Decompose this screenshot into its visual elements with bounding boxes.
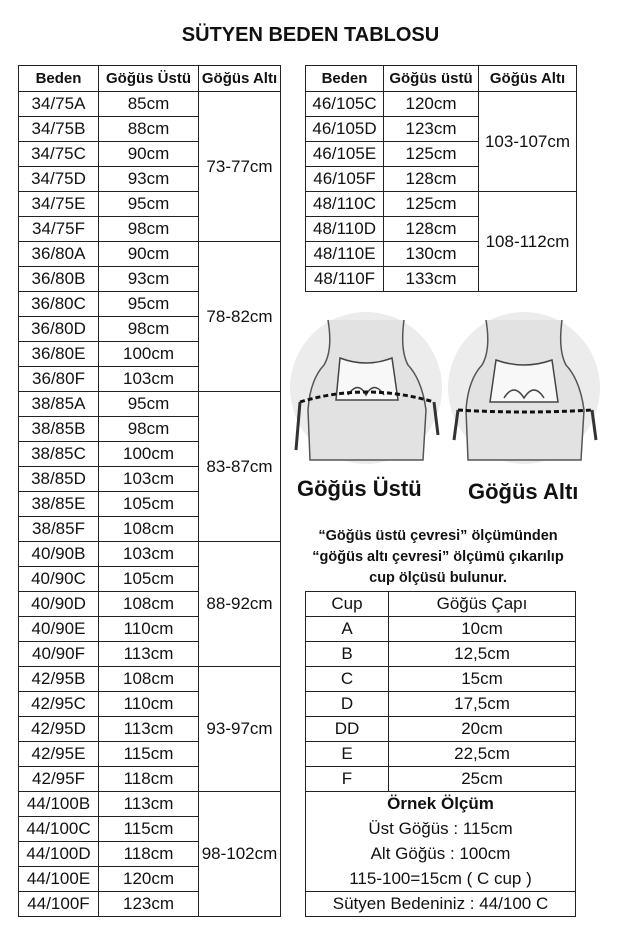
under-bust-cell: 78-82cm [199,242,281,392]
over-bust-label: Göğüs Üstü [297,476,422,501]
over-bust-cell: 118cm [99,767,199,792]
table-row [306,692,576,717]
over-bust-cell: 103cm [99,542,199,567]
cup-cell: D [306,692,389,717]
size-cell: 44/100D [19,842,99,867]
over-bust-cell: 108cm [99,517,199,542]
size-cell: 48/110C [306,192,384,217]
size-cell: 40/90E [19,617,99,642]
under-bust-cell: 103-107cm [479,92,577,192]
over-bust-cell: 108cm [99,667,199,692]
cup-cell: F [306,767,389,792]
over-bust-cell: 120cm [384,92,479,117]
header-size: Beden [19,66,99,92]
over-bust-cell: 93cm [99,167,199,192]
diameter-cell: 25cm [389,767,576,792]
size-cell: 34/75A [19,92,99,117]
over-bust-cell: 90cm [99,242,199,267]
over-bust-cell: 113cm [99,792,199,817]
over-bust-cell: 100cm [99,442,199,467]
size-cell: 46/105C [306,92,384,117]
over-bust-cell: 113cm [99,717,199,742]
note-line-2: “göğüs altı çevresi” ölçümü çıkarılıp [312,549,564,565]
under-bust-cell: 108-112cm [479,192,577,292]
size-cell: 38/85C [19,442,99,467]
example-heading: Örnek Ölçüm [306,792,576,817]
size-cell: 46/105F [306,167,384,192]
over-bust-cell: 125cm [384,142,479,167]
over-bust-cell: 120cm [99,867,199,892]
size-cell: 36/80D [19,317,99,342]
over-bust-cell: 103cm [99,367,199,392]
table-row [19,242,281,267]
size-cell: 34/75F [19,217,99,242]
table-row [306,717,576,742]
diameter-cell: 15cm [389,667,576,692]
over-bust-cell: 115cm [99,817,199,842]
over-bust-cell: 85cm [99,92,199,117]
over-bust-cell: 123cm [384,117,479,142]
table-row [19,667,281,692]
size-table-right [305,65,577,292]
size-cell: 46/105D [306,117,384,142]
over-bust-cell: 115cm [99,742,199,767]
table-row [19,542,281,567]
cup-note [288,526,588,589]
size-cell: 34/75C [19,142,99,167]
cup-cell: C [306,667,389,692]
size-cell: 42/95D [19,717,99,742]
over-bust-cell: 90cm [99,142,199,167]
size-cell: 38/85A [19,392,99,417]
example-line: 115-100=15cm ( C cup ) [306,867,576,892]
size-cell: 40/90C [19,567,99,592]
over-bust-cell: 108cm [99,592,199,617]
size-cell: 36/80A [19,242,99,267]
note-line-3: cup ölçüsü bulunur. [369,570,507,586]
table-row [19,392,281,417]
size-cell: 48/110E [306,242,384,267]
table-row [19,792,281,817]
over-bust-cell: 128cm [384,217,479,242]
size-cell: 48/110D [306,217,384,242]
cup-header-diameter: Göğüs Çapı [389,592,576,617]
size-cell: 38/85B [19,417,99,442]
under-bust-cell: 88-92cm [199,542,281,667]
size-cell: 42/95B [19,667,99,692]
size-cell: 46/105E [306,142,384,167]
table-header-row [306,66,577,92]
example-line: Üst Göğüs : 115cm [306,817,576,842]
over-bust-cell: 93cm [99,267,199,292]
table-header-row [19,66,281,92]
over-bust-cell: 88cm [99,117,199,142]
header-under-bust: Göğüs Altı [199,66,281,92]
size-cell: 38/85F [19,517,99,542]
diameter-cell: 10cm [389,617,576,642]
example-result: Sütyen Bedeniniz : 44/100 C [306,892,576,917]
table-row [306,617,576,642]
size-cell: 44/100E [19,867,99,892]
over-bust-cell: 123cm [99,892,199,917]
size-cell: 40/90D [19,592,99,617]
under-bust-illustration [446,310,601,470]
size-cell: 36/80C [19,292,99,317]
size-cell: 44/100C [19,817,99,842]
example-row [306,817,576,842]
page-title: SÜTYEN BEDEN TABLOSU [181,24,440,46]
over-bust-cell: 110cm [99,692,199,717]
size-cell: 34/75B [19,117,99,142]
size-cell: 36/80B [19,267,99,292]
table-row [306,642,576,667]
table-row [306,667,576,692]
over-bust-cell: 103cm [99,467,199,492]
cup-cell: B [306,642,389,667]
size-cell: 42/95E [19,742,99,767]
example-row [306,842,576,867]
cup-cell: DD [306,717,389,742]
size-cell: 44/100B [19,792,99,817]
over-bust-cell: 95cm [99,392,199,417]
table-row [306,92,577,117]
over-bust-cell: 98cm [99,317,199,342]
over-bust-illustration [288,310,443,470]
note-line-1: “Göğüs üstü çevresi” ölçümünden [318,528,558,544]
header-over-bust: Göğüs Üstü [99,66,199,92]
size-cell: 40/90B [19,542,99,567]
over-bust-cell: 100cm [99,342,199,367]
size-cell: 44/100F [19,892,99,917]
over-bust-cell: 98cm [99,417,199,442]
under-bust-cell: 93-97cm [199,667,281,792]
over-bust-cell: 128cm [384,167,479,192]
header-over-bust: Göğüs üstü [384,66,479,92]
size-table-left [18,65,281,917]
over-bust-cell: 118cm [99,842,199,867]
over-bust-cell: 105cm [99,492,199,517]
table-row [306,767,576,792]
size-cell: 38/85D [19,467,99,492]
over-bust-cell: 95cm [99,292,199,317]
size-cell: 36/80E [19,342,99,367]
size-cell: 36/80F [19,367,99,392]
under-bust-cell: 83-87cm [199,392,281,542]
cup-cell: A [306,617,389,642]
over-bust-cell: 133cm [384,267,479,292]
size-cell: 38/85E [19,492,99,517]
example-row [306,892,576,917]
cup-table [305,591,576,917]
under-bust-cell: 73-77cm [199,92,281,242]
over-bust-cell: 95cm [99,192,199,217]
under-bust-label: Göğüs Altı [468,479,579,504]
diameter-cell: 17,5cm [389,692,576,717]
diameter-cell: 20cm [389,717,576,742]
over-bust-cell: 98cm [99,217,199,242]
size-cell: 34/75D [19,167,99,192]
cup-header-cup: Cup [306,592,389,617]
over-bust-cell: 110cm [99,617,199,642]
header-under-bust: Göğüs Altı [479,66,577,92]
size-cell: 48/110F [306,267,384,292]
table-row [306,192,577,217]
size-cell: 34/75E [19,192,99,217]
over-bust-cell: 105cm [99,567,199,592]
size-cell: 42/95F [19,767,99,792]
size-cell: 40/90F [19,642,99,667]
over-bust-cell: 113cm [99,642,199,667]
example-row [306,867,576,892]
header-size: Beden [306,66,384,92]
under-bust-cell: 98-102cm [199,792,281,917]
diameter-cell: 22,5cm [389,742,576,767]
diameter-cell: 12,5cm [389,642,576,667]
cup-cell: E [306,742,389,767]
table-row [19,92,281,117]
cup-header-row [306,592,576,617]
over-bust-cell: 130cm [384,242,479,267]
example-row [306,792,576,817]
size-cell: 42/95C [19,692,99,717]
example-line: Alt Göğüs : 100cm [306,842,576,867]
table-row [306,742,576,767]
over-bust-cell: 125cm [384,192,479,217]
